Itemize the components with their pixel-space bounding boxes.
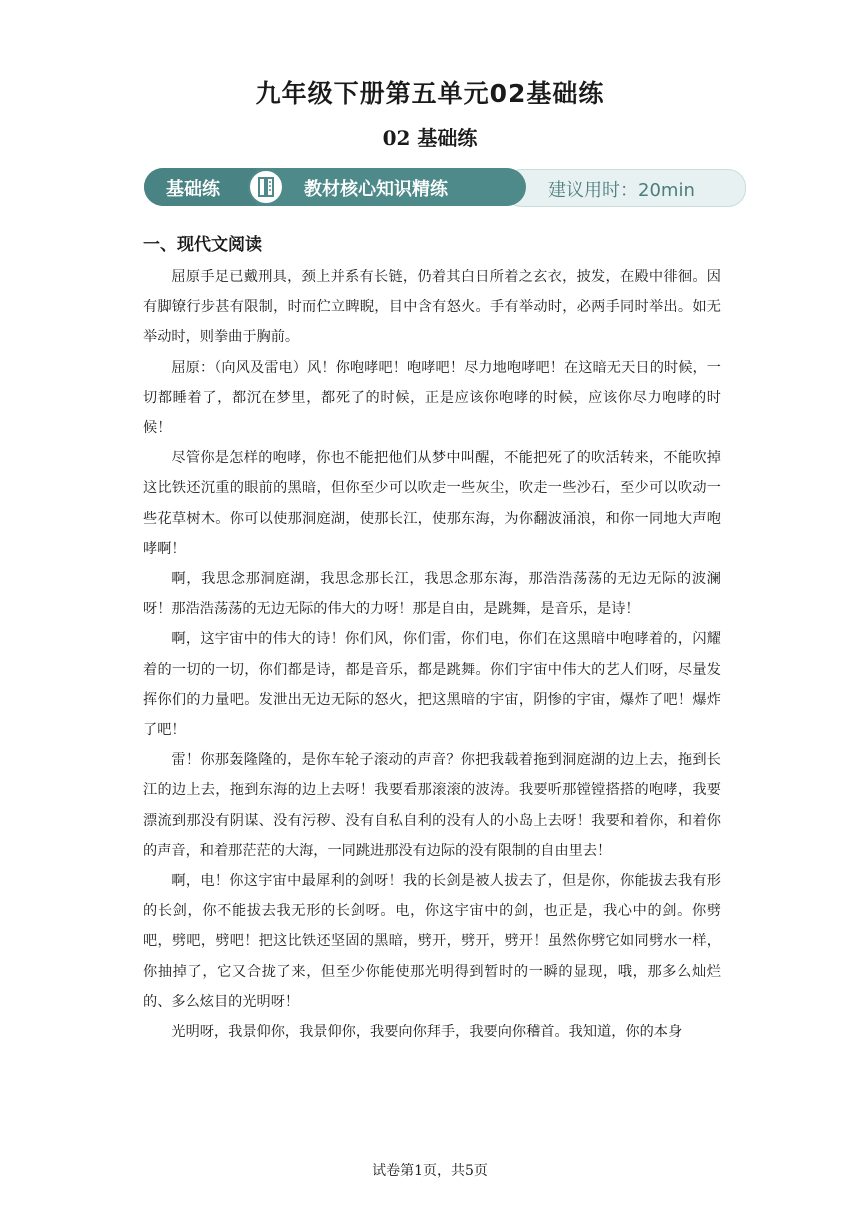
passage-paragraph: 啊，我思念那洞庭湖，我思念那长江，我思念那东海，那浩浩荡荡的无边无际的波澜呀！那浩浩荡荡的无边无际的伟大的力呀！那是自由，是跳舞，是音乐，是诗！ [143, 571, 721, 618]
passage-paragraph: 光明呀，我景仰你，我景仰你，我要向你拜手，我要向你稽首。我知道，你的本身 [171, 1024, 683, 1041]
book-ruler-icon [248, 169, 284, 205]
passage-paragraph: 啊，电！你这宇宙中最犀利的剑呀！我的长剑是被人拔去了，但是你，你能拔去我有形的长剑，你不能拔去我无形的长剑呀。电，你这宇宙中的剑，也正是，我心中的剑。你劈吧，劈吧，劈吧！把这比铁还坚固的黑暗，劈开，劈开，劈开！虽然你劈它如同劈水一样，你抽掉了，它又合拢了来，但至少你能使那光明得到暂时的一瞬的显现，哦，那多么灿烂的、多么炫目的光明呀！ [143, 873, 721, 1010]
exercise-banner [144, 168, 746, 208]
banner-time-label: 建议用时：20min [548, 180, 695, 201]
page-footer: 试卷第1页，共5页 [372, 1163, 488, 1179]
banner-topic-label: 教材核心知识精练 [304, 179, 448, 200]
passage-paragraph: 尽管你是怎样的咆哮，你也不能把他们从梦中叫醒，不能把死了的吹活转来，不能吹掉这比铁还沉重的眼前的黑暗，但你至少可以吹走一些灰尘，吹走一些沙石，至少可以吹动一些花草树木。你可以使那洞庭湖，使那长江，使那东海，为你翻波涌浪，和你一同地大声咆哮啊！ [143, 450, 721, 557]
passage-paragraph: 啊，这宇宙中的伟大的诗！你们风，你们雷，你们电，你们在这黑暗中咆哮着的，闪耀着的一切的一切，你们都是诗，都是音乐，都是跳舞。你们宇宙中伟大的艺人们呀，尽量发挥你们的力量吧。发泄出无边无际的怒火，把这黑暗的宇宙，阴惨的宇宙，爆炸了吧！爆炸了吧！ [143, 631, 721, 739]
passage-paragraph: 雷！你那轰隆隆的，是你车轮子滚动的声音？你把我载着拖到洞庭湖的边上去，拖到长江的边上去，拖到东海的边上去呀！我要看那滚滚的波涛。我要听那镗镗搭搭的咆哮，我要漂流到那没有阴谋、没有污秽、没有自私自利的没有人的小岛上去呀！我要和着你，和着你的声音，和着那茫茫的大海，一同跳进那没有边际的没有限制的自由里去！ [143, 752, 721, 859]
passage-paragraph: 屈原手足已戴刑具，颈上并系有长链，仍着其白日所着之玄衣，披发，在殿中徘徊。因有脚镣行步甚有限制，时而伫立睥睨，目中含有怒火。手有举动时，必两手同时举出。如无举动时，则拳曲于胸前。 [143, 269, 721, 346]
banner-tab-label: 基础练 [166, 179, 220, 200]
passage-paragraph: 屈原：（向风及雷电）风！你咆哮吧！咆哮吧！尽力地咆哮吧！在这暗无天日的时候，一切都睡着了，都沉在梦里，都死了的时候，正是应该你咆哮的时候，应该你尽力咆哮的时候！ [143, 359, 721, 437]
reading-passage [143, 262, 721, 1047]
section-subtitle: 02 基础练 [382, 126, 478, 150]
section-heading: 一、现代文阅读 [143, 235, 262, 255]
document-title: 九年级下册第五单元02基础练 [255, 79, 605, 108]
